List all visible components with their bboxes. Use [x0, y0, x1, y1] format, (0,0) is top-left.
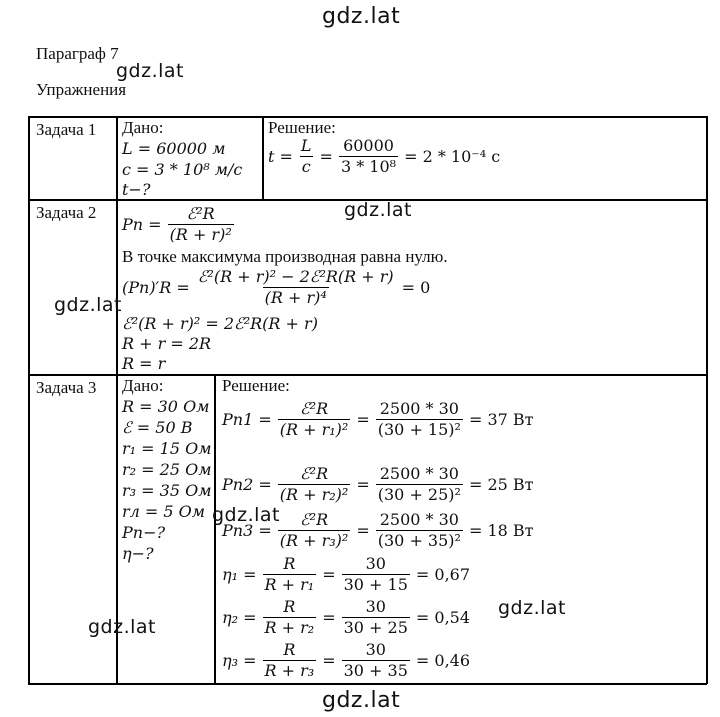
- task2-equation-line: R = r: [122, 354, 166, 373]
- numerator: R: [283, 597, 296, 616]
- formula-lhs: η₁ =: [222, 565, 257, 584]
- task3-power-formula-2: [222, 464, 534, 505]
- task3-given-line: r₁ = 15 Ом: [122, 439, 212, 458]
- equals-sign: =: [356, 410, 370, 429]
- denominator: (R + r₃)²: [279, 531, 349, 550]
- fraction: [263, 554, 317, 595]
- fraction: [278, 510, 351, 551]
- formula-result: = 0,67: [415, 565, 471, 584]
- column-divider-task3: [214, 374, 216, 684]
- fraction: [339, 136, 398, 177]
- numerator: 30: [365, 640, 386, 659]
- numerator: 60000: [343, 136, 394, 155]
- formula-result: = 18 Вт: [468, 521, 534, 540]
- formula-lhs: Pп =: [122, 215, 162, 234]
- formula-result: = 25 Вт: [468, 475, 534, 494]
- denominator: (30 + 25)²: [377, 485, 461, 504]
- task3-given-line: rл = 5 Ом: [122, 502, 206, 521]
- task1-label: Задача 1: [36, 120, 97, 139]
- task3-efficiency-formula-2: [222, 597, 470, 638]
- fraction: [299, 136, 314, 177]
- denominator: (30 + 35)²: [377, 531, 461, 550]
- watermark: gdz.lat: [116, 60, 185, 82]
- denominator: (R + r)⁴: [264, 288, 327, 307]
- paragraph-title: Параграф 7: [36, 44, 119, 63]
- table-border-left: [28, 116, 30, 684]
- denominator: R + r₁: [264, 575, 315, 594]
- task3-given-line: η−?: [122, 544, 154, 563]
- denominator: (30 + 15)²: [377, 420, 461, 439]
- fraction: [278, 399, 351, 440]
- task2-equation-line: R + r = 2R: [122, 334, 212, 353]
- watermark: gdz.lat: [88, 616, 157, 638]
- numerator: ℰ²R: [299, 464, 329, 483]
- denominator: R + r₂: [264, 618, 315, 637]
- numerator: ℰ²R: [299, 399, 329, 418]
- fraction: [263, 640, 317, 681]
- equals-sign: =: [322, 651, 336, 670]
- column-divider-label: [116, 116, 118, 684]
- task1-formula: [268, 136, 500, 177]
- task3-label: Задача 3: [36, 378, 97, 397]
- column-divider-task1: [262, 116, 264, 200]
- formula-result: = 2 * 10⁻⁴ с: [404, 147, 501, 166]
- formula-lhs: (Pп)′R =: [122, 278, 190, 297]
- task3-efficiency-formula-1: [222, 554, 470, 595]
- numerator: ℰ²(R + r)² − 2ℰ²R(R + r): [197, 267, 394, 286]
- task1-given-line: L = 60000 м: [122, 139, 226, 158]
- task3-given-line: ℰ = 50 В: [122, 418, 193, 437]
- task2-derivative-formula: [122, 267, 430, 308]
- task3-power-formula-1: [222, 399, 534, 440]
- formula-lhs: t =: [268, 147, 293, 166]
- numerator: 2500 * 30: [379, 464, 459, 483]
- watermark: gdz.lat: [322, 4, 401, 29]
- numerator: R: [283, 640, 296, 659]
- task2-equation-line: ℰ²(R + r)² = 2ℰ²R(R + r): [122, 314, 318, 333]
- task3-given-line: R = 30 Ом: [122, 397, 210, 416]
- formula-result: = 0,46: [415, 651, 471, 670]
- denominator: (R + r₁)²: [279, 420, 349, 439]
- numerator: 30: [365, 597, 386, 616]
- table-border-right: [706, 116, 708, 684]
- formula-result: = 37 Вт: [468, 410, 534, 429]
- denominator: 3 * 10⁸: [340, 157, 397, 176]
- fraction: [342, 640, 410, 681]
- fraction: [168, 204, 234, 245]
- fraction: [196, 267, 396, 308]
- formula-lhs: Pп1 =: [222, 410, 272, 429]
- denominator: (R + r)²: [169, 225, 232, 244]
- numerator: ℰ²R: [186, 204, 215, 223]
- watermark: gdz.lat: [344, 199, 413, 221]
- equals-sign: =: [356, 475, 370, 494]
- equals-sign: =: [322, 608, 336, 627]
- denominator: 30 + 15: [343, 575, 408, 594]
- numerator: L: [300, 136, 312, 155]
- task3-given-line: r₂ = 25 Ом: [122, 460, 212, 479]
- watermark: gdz.lat: [498, 597, 567, 619]
- denominator: R + r₃: [264, 661, 315, 680]
- task3-given-title: Дано:: [122, 376, 164, 395]
- denominator: c: [301, 157, 311, 176]
- numerator: 2500 * 30: [379, 510, 459, 529]
- equals-sign: =: [356, 521, 370, 540]
- equals-sign: =: [322, 565, 336, 584]
- numerator: ℰ²R: [299, 510, 329, 529]
- task1-given-title: Дано:: [122, 118, 164, 137]
- fraction: [342, 554, 410, 595]
- task2-label: Задача 2: [36, 203, 97, 222]
- task1-given-line: c = 3 * 10⁸ м/с: [122, 160, 243, 179]
- watermark: gdz.lat: [322, 688, 401, 713]
- task1-given-line: t−?: [122, 180, 151, 199]
- exercises-title: Упражнения: [36, 80, 127, 99]
- numerator: 2500 * 30: [379, 399, 459, 418]
- fraction: [263, 597, 317, 638]
- task1-solution-title: Решение:: [268, 118, 336, 137]
- equals-sign: =: [319, 147, 333, 166]
- task2-power-formula: [122, 204, 236, 245]
- formula-lhs: Pп3 =: [222, 521, 272, 540]
- formula-lhs: Pп2 =: [222, 475, 272, 494]
- table-border-bottom: [28, 683, 707, 685]
- fraction: [278, 464, 351, 505]
- task2-text: В точке максимума производная равна нулю.: [122, 247, 448, 266]
- denominator: 30 + 25: [343, 618, 408, 637]
- formula-result: = 0: [401, 278, 431, 297]
- task3-solution-title: Решение:: [222, 376, 290, 395]
- watermark: gdz.lat: [54, 294, 123, 316]
- task3-given-line: r₃ = 35 Ом: [122, 481, 212, 500]
- denominator: 30 + 35: [343, 661, 408, 680]
- denominator: (R + r₂)²: [279, 485, 349, 504]
- fraction: [376, 510, 463, 551]
- task3-given-line: Pп−?: [122, 523, 166, 542]
- formula-result: = 0,54: [415, 608, 471, 627]
- numerator: R: [283, 554, 296, 573]
- fraction: [342, 597, 410, 638]
- formula-lhs: η₂ =: [222, 608, 257, 627]
- numerator: 30: [365, 554, 386, 573]
- formula-lhs: η₃ =: [222, 651, 257, 670]
- watermark: gdz.lat: [212, 504, 281, 526]
- fraction: [376, 464, 463, 505]
- fraction: [376, 399, 463, 440]
- task3-efficiency-formula-3: [222, 640, 470, 681]
